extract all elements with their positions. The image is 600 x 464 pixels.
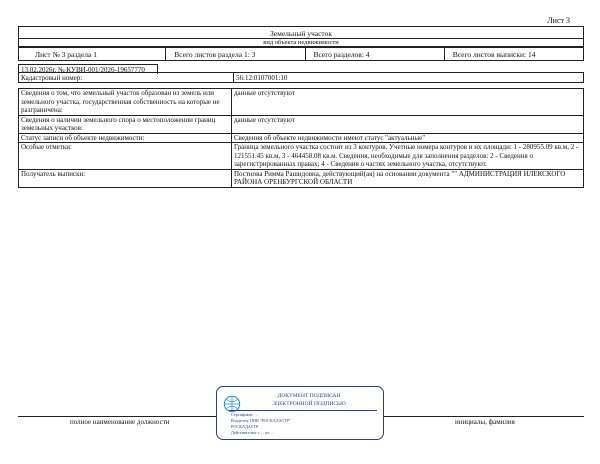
position-caption: полное наименование должности <box>70 418 170 426</box>
sheets-total: Всего листов выписки: 14 <box>444 48 583 60</box>
row-value: данные отсутствуют <box>232 115 584 133</box>
stamp-owner: Владелец: ППК "РОСКАДАСТР" <box>231 418 291 423</box>
document-header <box>18 26 584 47</box>
row-label: Получатель выписки: <box>19 169 232 187</box>
row-value: Сведения об объекте недвижимости имеют статус "актуальные" <box>232 133 584 143</box>
stamp-divider <box>229 410 377 411</box>
sections-total: Всего разделов: 4 <box>305 48 444 60</box>
table-row <box>19 133 584 143</box>
sheet-in-section: Лист № 3 раздела 1 <box>35 50 97 59</box>
row-label: Сведения о том, что земельный участок образован из земель или земельного участка, государственная собственность на которые не разграничена: <box>19 89 232 116</box>
sheet-label: Лист 3 <box>547 16 570 25</box>
stamp-subtitle: ЭЛЕКТРОННОЙ ПОДПИСЬЮ <box>272 401 346 407</box>
object-type-caption: вид объекта недвижимости <box>263 39 339 46</box>
row-label: Статус записи об объекте недвижимости: <box>19 133 232 143</box>
cadastral-row <box>18 72 584 83</box>
stamp-certificate: Сертификат: ... <box>231 412 258 417</box>
stamp-title: ДОКУМЕНТ ПОДПИСАН <box>277 393 341 399</box>
info-table <box>18 88 584 188</box>
name-caption: инициалы, фамилия <box>455 418 515 426</box>
table-row <box>19 169 584 187</box>
row-label: Особые отметки: <box>19 143 232 170</box>
cadastral-value: 56:12:0107001:10 <box>236 74 288 82</box>
sheets-in-section: Всего листов раздела 1: 3 <box>165 48 304 60</box>
row-value: Постнова Римма Рашидовна, действующий(ая) на основании документа "" АДМИНИСТРАЦИЯ ИЛЕКСКОГО РАЙОНА ОРЕНБУРГСКОЙ ОБЛАСТИ <box>232 169 584 187</box>
cadastral-label: Кадастровый номер: <box>19 73 234 82</box>
electronic-signature-stamp <box>216 386 384 440</box>
row-label: Сведения о наличии земельного спора о местоположении границ земельных участков: <box>19 115 232 133</box>
row-value: данные отсутствуют <box>232 89 584 116</box>
sheet-meta-row <box>18 47 584 61</box>
table-row <box>19 89 584 116</box>
row-value: Граница земельного участка состоит из 3 контуров. Учетные номера контуров и их площади: 1 - 280955.09 кв.м, 2 - 121551.45 кв.м, 3 - 464458.08 кв.м. Сведения, необходимые для заполнения разделов: 2 - Сведения о зарегистрированных правах; 4 - Сведения о частях земельного участка, отсутствуют. <box>232 143 584 170</box>
object-type-title: Земельный участок <box>269 29 333 38</box>
stamp-org: РОСКАДАСТР <box>231 424 259 429</box>
document-number: 13.02.2026г. № КУВИ-001/2026-19657770 <box>18 64 158 74</box>
table-row <box>19 143 584 170</box>
stamp-validity: Действителен: с ... по ... <box>231 430 274 435</box>
table-row <box>19 115 584 133</box>
